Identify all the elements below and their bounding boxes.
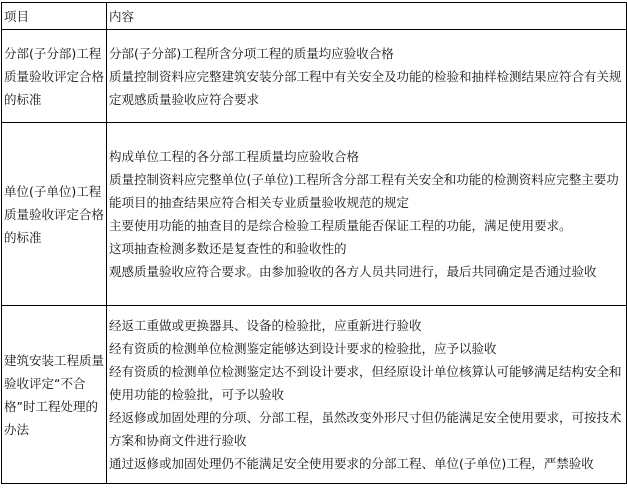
content-line: 经返修或加固处理的分项、分部工程，虽然改变外形尺寸但仍能满足安全使用要求，可按技术方案和协商文件进行验收: [109, 410, 622, 448]
table-row: [2, 30, 627, 123]
content-line: 构成单位工程的各分部工程质量均应验收合格: [109, 149, 360, 164]
content-line: 经有资质的检测单位检测鉴定达不到设计要求，但经原设计单位核算认可能够满足结构安全和使用功能的检验批，可予以验收: [109, 364, 622, 402]
content-cell: [107, 123, 627, 306]
standards-table: [1, 2, 627, 484]
content-cell: [107, 306, 627, 484]
content-line: 质量控制资料应完整建筑安装分部工程中有关安全及功能的检验和抽样检测结果应符合有关规定观感质量验收应符合要求: [109, 68, 622, 107]
content-line: 观感质量验收应符合要求。由参加验收的各方人员共同进行，最后共同确定是否通过验收: [109, 264, 597, 279]
column-header-content: 内容: [107, 3, 627, 30]
content-line: 分部(子分部)工程所含分项工程的质量均应验收合格: [109, 45, 394, 61]
content-line: 质量控制资料应完整单位(子单位)工程所含分部工程有关安全和功能的检测资料应完整主要功能项目的抽查结果应符合相关专业质量验收规范的规定: [109, 172, 619, 210]
content-line: 主要使用功能的抽查目的是综合检验工程质量能否保证工程的功能，满足使用要求。: [109, 218, 572, 233]
header-row: [2, 3, 627, 30]
content-line: 这项抽查检测多数还是复查性的和验收性的: [109, 241, 347, 256]
table-row: [2, 306, 627, 484]
item-cell: 分部(子分部)工程质量验收评定合格的标准: [2, 30, 107, 123]
item-cell: 单位(子单位)工程质量验收评定合格的标准: [2, 123, 107, 306]
content-line: 通过返修或加固处理仍不能满足安全使用要求的分部工程、单位(子单位)工程，严禁验收: [109, 456, 594, 471]
content-line: 经返工重做或更换器具、设备的检验批，应重新进行验收: [109, 318, 422, 333]
column-header-item: 项目: [2, 3, 107, 30]
table-row: [2, 123, 627, 306]
content-line: 经有资质的检测单位检测鉴定能够达到设计要求的检验批，应予以验收: [109, 341, 497, 356]
content-cell: [107, 30, 627, 123]
item-cell: 建筑安装工程质量验收评定“不合格”时工程处理的办法: [2, 306, 107, 484]
